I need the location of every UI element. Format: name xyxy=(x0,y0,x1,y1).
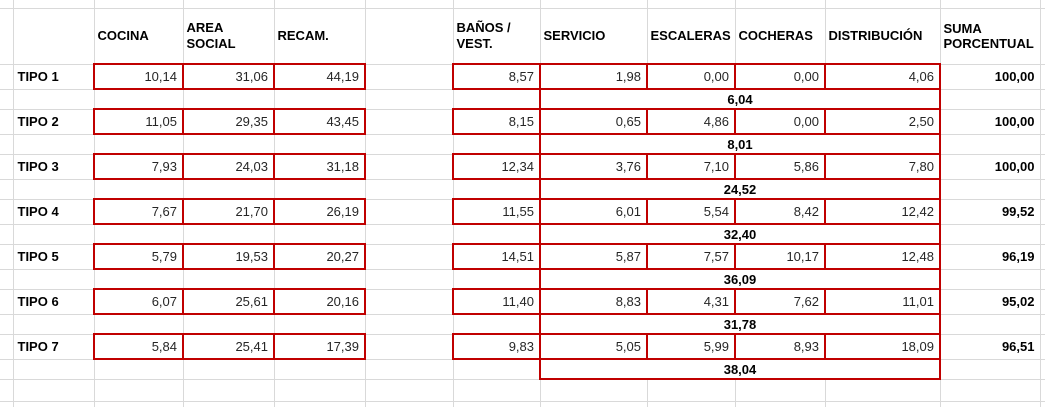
empty-cell xyxy=(0,109,13,134)
empty-cell xyxy=(453,359,540,379)
empty-cell xyxy=(13,269,94,289)
edge-cell xyxy=(1040,134,1045,154)
cell-cocina[interactable]: 7,93 xyxy=(94,154,183,179)
empty-cell xyxy=(94,89,183,109)
empty-cell xyxy=(183,269,274,289)
empty-cell xyxy=(1040,379,1045,401)
empty-cell xyxy=(1040,401,1045,407)
empty-cell xyxy=(94,401,183,407)
cell-escaleras[interactable]: 7,10 xyxy=(647,154,735,179)
cell-suma-porcentual[interactable]: 100,00 xyxy=(940,109,1040,134)
empty-cell xyxy=(0,134,13,154)
empty-cell xyxy=(183,401,274,407)
empty-cell xyxy=(274,89,365,109)
empty-cell xyxy=(940,314,1040,334)
cell-escaleras[interactable]: 5,54 xyxy=(647,199,735,224)
cell-cocheras[interactable]: 7,62 xyxy=(735,289,825,314)
empty-cell xyxy=(365,379,453,401)
empty-cell xyxy=(94,134,183,154)
cell-subtotal-merged[interactable]: 6,04 xyxy=(540,89,940,109)
cell-subtotal-merged[interactable]: 38,04 xyxy=(540,359,940,379)
cell-recam[interactable]: 17,39 xyxy=(274,334,365,359)
empty-cell xyxy=(183,0,274,8)
cell-escaleras[interactable]: 0,00 xyxy=(647,64,735,89)
cell-banos-vest[interactable]: 8,57 xyxy=(453,64,540,89)
cell-distribucion[interactable]: 12,48 xyxy=(825,244,940,269)
gap-column-cell xyxy=(365,154,453,179)
edge-cell xyxy=(1040,199,1045,224)
edge-cell xyxy=(1040,359,1045,379)
gap-column-cell xyxy=(365,109,453,134)
edge-cell xyxy=(1040,244,1045,269)
cell-cocheras[interactable]: 8,42 xyxy=(735,199,825,224)
empty-cell xyxy=(13,179,94,199)
edge-cell xyxy=(1040,269,1045,289)
empty-cell xyxy=(13,89,94,109)
edge-cell xyxy=(1040,64,1045,89)
cell-banos-vest[interactable]: 11,55 xyxy=(453,199,540,224)
edge-cell xyxy=(1040,289,1045,314)
column-header-recam[interactable]: RECAM. xyxy=(274,8,365,64)
cell-suma-porcentual[interactable]: 96,51 xyxy=(940,334,1040,359)
empty-cell xyxy=(94,379,183,401)
gap-column-cell xyxy=(365,359,453,379)
empty-cell xyxy=(453,89,540,109)
empty-cell xyxy=(274,134,365,154)
cell-escaleras[interactable]: 7,57 xyxy=(647,244,735,269)
empty-cell xyxy=(0,379,13,401)
column-header-distribucion[interactable]: DISTRIBUCIÓN xyxy=(825,8,940,64)
empty-cell xyxy=(940,379,1040,401)
cell-servicio[interactable]: 1,98 xyxy=(540,64,647,89)
cell-servicio[interactable]: 8,83 xyxy=(540,289,647,314)
cell-cocheras[interactable]: 0,00 xyxy=(735,109,825,134)
empty-cell xyxy=(0,289,13,314)
empty-cell xyxy=(0,224,13,244)
empty-cell xyxy=(183,224,274,244)
row-label[interactable]: TIPO 1 xyxy=(13,64,94,89)
cell-servicio[interactable]: 5,87 xyxy=(540,244,647,269)
empty-cell xyxy=(0,334,13,359)
empty-cell xyxy=(365,401,453,407)
edge-cell xyxy=(1040,109,1045,134)
gap-column-cell xyxy=(365,89,453,109)
cell-banos-vest[interactable]: 9,83 xyxy=(453,334,540,359)
edge-cell xyxy=(1040,314,1045,334)
empty-cell xyxy=(13,379,94,401)
empty-cell xyxy=(94,269,183,289)
empty-cell xyxy=(453,134,540,154)
empty-cell xyxy=(183,179,274,199)
empty-cell xyxy=(183,134,274,154)
empty-cell xyxy=(540,379,647,401)
gap-column-cell xyxy=(365,334,453,359)
empty-cell xyxy=(825,379,940,401)
cell-banos-vest[interactable]: 14,51 xyxy=(453,244,540,269)
empty-cell xyxy=(94,224,183,244)
empty-cell xyxy=(940,89,1040,109)
cell-escaleras[interactable]: 5,99 xyxy=(647,334,735,359)
gap-column-cell xyxy=(365,289,453,314)
empty-cell xyxy=(940,0,1040,8)
empty-cell xyxy=(0,199,13,224)
empty-cell xyxy=(453,0,540,8)
cell-recam[interactable]: 26,19 xyxy=(274,199,365,224)
row-label[interactable]: TIPO 7 xyxy=(13,334,94,359)
cell-escaleras[interactable]: 4,86 xyxy=(647,109,735,134)
empty-cell xyxy=(735,0,825,8)
cell-cocheras[interactable]: 5,86 xyxy=(735,154,825,179)
empty-cell xyxy=(94,359,183,379)
empty-cell xyxy=(647,401,735,407)
empty-cell xyxy=(13,224,94,244)
gap-column-cell xyxy=(365,179,453,199)
empty-cell xyxy=(274,269,365,289)
empty-cell xyxy=(940,269,1040,289)
row-label[interactable]: TIPO 6 xyxy=(13,289,94,314)
cell-distribucion[interactable]: 4,06 xyxy=(825,64,940,89)
cell-escaleras[interactable]: 4,31 xyxy=(647,289,735,314)
cell-suma-porcentual[interactable]: 96,19 xyxy=(940,244,1040,269)
row-label-header-cell xyxy=(13,8,94,64)
cell-cocheras[interactable]: 0,00 xyxy=(735,64,825,89)
column-header-cocheras[interactable]: COCHERAS xyxy=(735,8,825,64)
empty-cell xyxy=(0,401,13,407)
empty-cell xyxy=(453,314,540,334)
cell-area-social[interactable]: 25,41 xyxy=(183,334,274,359)
empty-cell xyxy=(94,179,183,199)
empty-cell xyxy=(183,359,274,379)
cell-area-social[interactable]: 19,53 xyxy=(183,244,274,269)
empty-cell xyxy=(940,134,1040,154)
column-header-servicio[interactable]: SERVICIO xyxy=(540,8,647,64)
empty-cell xyxy=(540,401,647,407)
empty-cell xyxy=(453,269,540,289)
empty-cell xyxy=(940,359,1040,379)
empty-cell xyxy=(453,224,540,244)
cell-cocina[interactable]: 5,79 xyxy=(94,244,183,269)
cell-distribucion[interactable]: 18,09 xyxy=(825,334,940,359)
gap-column-cell xyxy=(365,134,453,154)
edge-cell xyxy=(1040,8,1045,64)
cell-distribucion[interactable]: 2,50 xyxy=(825,109,940,134)
empty-cell xyxy=(0,359,13,379)
empty-cell xyxy=(825,0,940,8)
cell-suma-porcentual[interactable]: 99,52 xyxy=(940,199,1040,224)
empty-cell xyxy=(183,379,274,401)
cell-suma-porcentual[interactable]: 100,00 xyxy=(940,154,1040,179)
empty-cell xyxy=(13,359,94,379)
empty-cell xyxy=(274,401,365,407)
empty-cell xyxy=(540,0,647,8)
cell-area-social[interactable]: 29,35 xyxy=(183,109,274,134)
empty-cell xyxy=(453,179,540,199)
empty-cell xyxy=(453,379,540,401)
gap-column-cell xyxy=(365,314,453,334)
empty-cell xyxy=(0,89,13,109)
cell-distribucion[interactable]: 12,42 xyxy=(825,199,940,224)
empty-cell xyxy=(825,401,940,407)
cell-recam[interactable]: 44,19 xyxy=(274,64,365,89)
cell-banos-vest[interactable]: 11,40 xyxy=(453,289,540,314)
empty-cell xyxy=(183,314,274,334)
empty-cell xyxy=(183,89,274,109)
empty-cell xyxy=(0,179,13,199)
cell-recam[interactable]: 20,16 xyxy=(274,289,365,314)
edge-cell xyxy=(1040,224,1045,244)
empty-cell xyxy=(0,64,13,89)
cell-cocina[interactable]: 7,67 xyxy=(94,199,183,224)
gap-column-cell xyxy=(365,199,453,224)
empty-cell xyxy=(274,379,365,401)
gap-column-cell xyxy=(365,269,453,289)
cell-subtotal-merged[interactable]: 8,01 xyxy=(540,134,940,154)
gap-column-cell xyxy=(365,244,453,269)
empty-cell xyxy=(735,401,825,407)
empty-cell xyxy=(13,134,94,154)
empty-cell xyxy=(735,379,825,401)
cell-distribucion[interactable]: 11,01 xyxy=(825,289,940,314)
column-header-escaleras[interactable]: ESCALERAS xyxy=(647,8,735,64)
edge-cell xyxy=(1040,179,1045,199)
cell-servicio[interactable]: 6,01 xyxy=(540,199,647,224)
cell-recam[interactable]: 20,27 xyxy=(274,244,365,269)
row-label[interactable]: TIPO 3 xyxy=(13,154,94,179)
empty-cell xyxy=(647,0,735,8)
empty-cell xyxy=(274,224,365,244)
cell-cocina[interactable]: 6,07 xyxy=(94,289,183,314)
cell-recam[interactable]: 31,18 xyxy=(274,154,365,179)
column-header-banos-vest[interactable]: BAÑOS / VEST. xyxy=(453,8,540,64)
empty-cell xyxy=(453,401,540,407)
empty-cell xyxy=(13,314,94,334)
empty-cell xyxy=(940,401,1040,407)
cell-banos-vest[interactable]: 12,34 xyxy=(453,154,540,179)
cell-servicio[interactable]: 5,05 xyxy=(540,334,647,359)
corner-cell xyxy=(0,8,13,64)
cell-servicio[interactable]: 0,65 xyxy=(540,109,647,134)
cell-banos-vest[interactable]: 8,15 xyxy=(453,109,540,134)
edge-cell xyxy=(1040,154,1045,179)
cell-subtotal-merged[interactable]: 24,52 xyxy=(540,179,940,199)
cell-cocina[interactable]: 10,14 xyxy=(94,64,183,89)
cell-cocheras[interactable]: 10,17 xyxy=(735,244,825,269)
row-label[interactable]: TIPO 4 xyxy=(13,199,94,224)
cell-cocina[interactable]: 5,84 xyxy=(94,334,183,359)
empty-cell xyxy=(13,0,94,8)
row-label[interactable]: TIPO 5 xyxy=(13,244,94,269)
empty-cell xyxy=(274,0,365,8)
column-header-area-social[interactable]: AREA SOCIAL xyxy=(183,8,274,64)
cell-subtotal-merged[interactable]: 31,78 xyxy=(540,314,940,334)
empty-cell xyxy=(0,314,13,334)
empty-cell xyxy=(647,379,735,401)
cell-cocina[interactable]: 11,05 xyxy=(94,109,183,134)
gap-column-cell xyxy=(365,64,453,89)
cell-subtotal-merged[interactable]: 36,09 xyxy=(540,269,940,289)
empty-cell xyxy=(0,269,13,289)
cell-cocheras[interactable]: 8,93 xyxy=(735,334,825,359)
cell-distribucion[interactable]: 7,80 xyxy=(825,154,940,179)
empty-cell xyxy=(940,179,1040,199)
empty-cell xyxy=(365,0,453,8)
gap-column-cell xyxy=(365,224,453,244)
column-header-cocina[interactable]: COCINA xyxy=(94,8,183,64)
empty-cell xyxy=(274,179,365,199)
cell-suma-porcentual[interactable]: 100,00 xyxy=(940,64,1040,89)
empty-cell xyxy=(274,314,365,334)
edge-cell xyxy=(1040,89,1045,109)
cell-suma-porcentual[interactable]: 95,02 xyxy=(940,289,1040,314)
cell-area-social[interactable]: 24,03 xyxy=(183,154,274,179)
empty-cell xyxy=(0,0,13,8)
cell-area-social[interactable]: 25,61 xyxy=(183,289,274,314)
empty-cell xyxy=(94,314,183,334)
cell-recam[interactable]: 43,45 xyxy=(274,109,365,134)
empty-cell xyxy=(1040,0,1045,8)
empty-cell xyxy=(274,359,365,379)
cell-servicio[interactable]: 3,76 xyxy=(540,154,647,179)
column-header-suma-porcentual[interactable]: SUMA PORCENTUAL xyxy=(940,8,1040,64)
row-label[interactable]: TIPO 2 xyxy=(13,109,94,134)
gap-column-cell xyxy=(365,8,453,64)
cell-area-social[interactable]: 21,70 xyxy=(183,199,274,224)
empty-cell xyxy=(940,224,1040,244)
cell-subtotal-merged[interactable]: 32,40 xyxy=(540,224,940,244)
cell-area-social[interactable]: 31,06 xyxy=(183,64,274,89)
empty-cell xyxy=(0,244,13,269)
empty-cell xyxy=(0,154,13,179)
edge-cell xyxy=(1040,334,1045,359)
empty-cell xyxy=(13,401,94,407)
empty-cell xyxy=(94,0,183,8)
